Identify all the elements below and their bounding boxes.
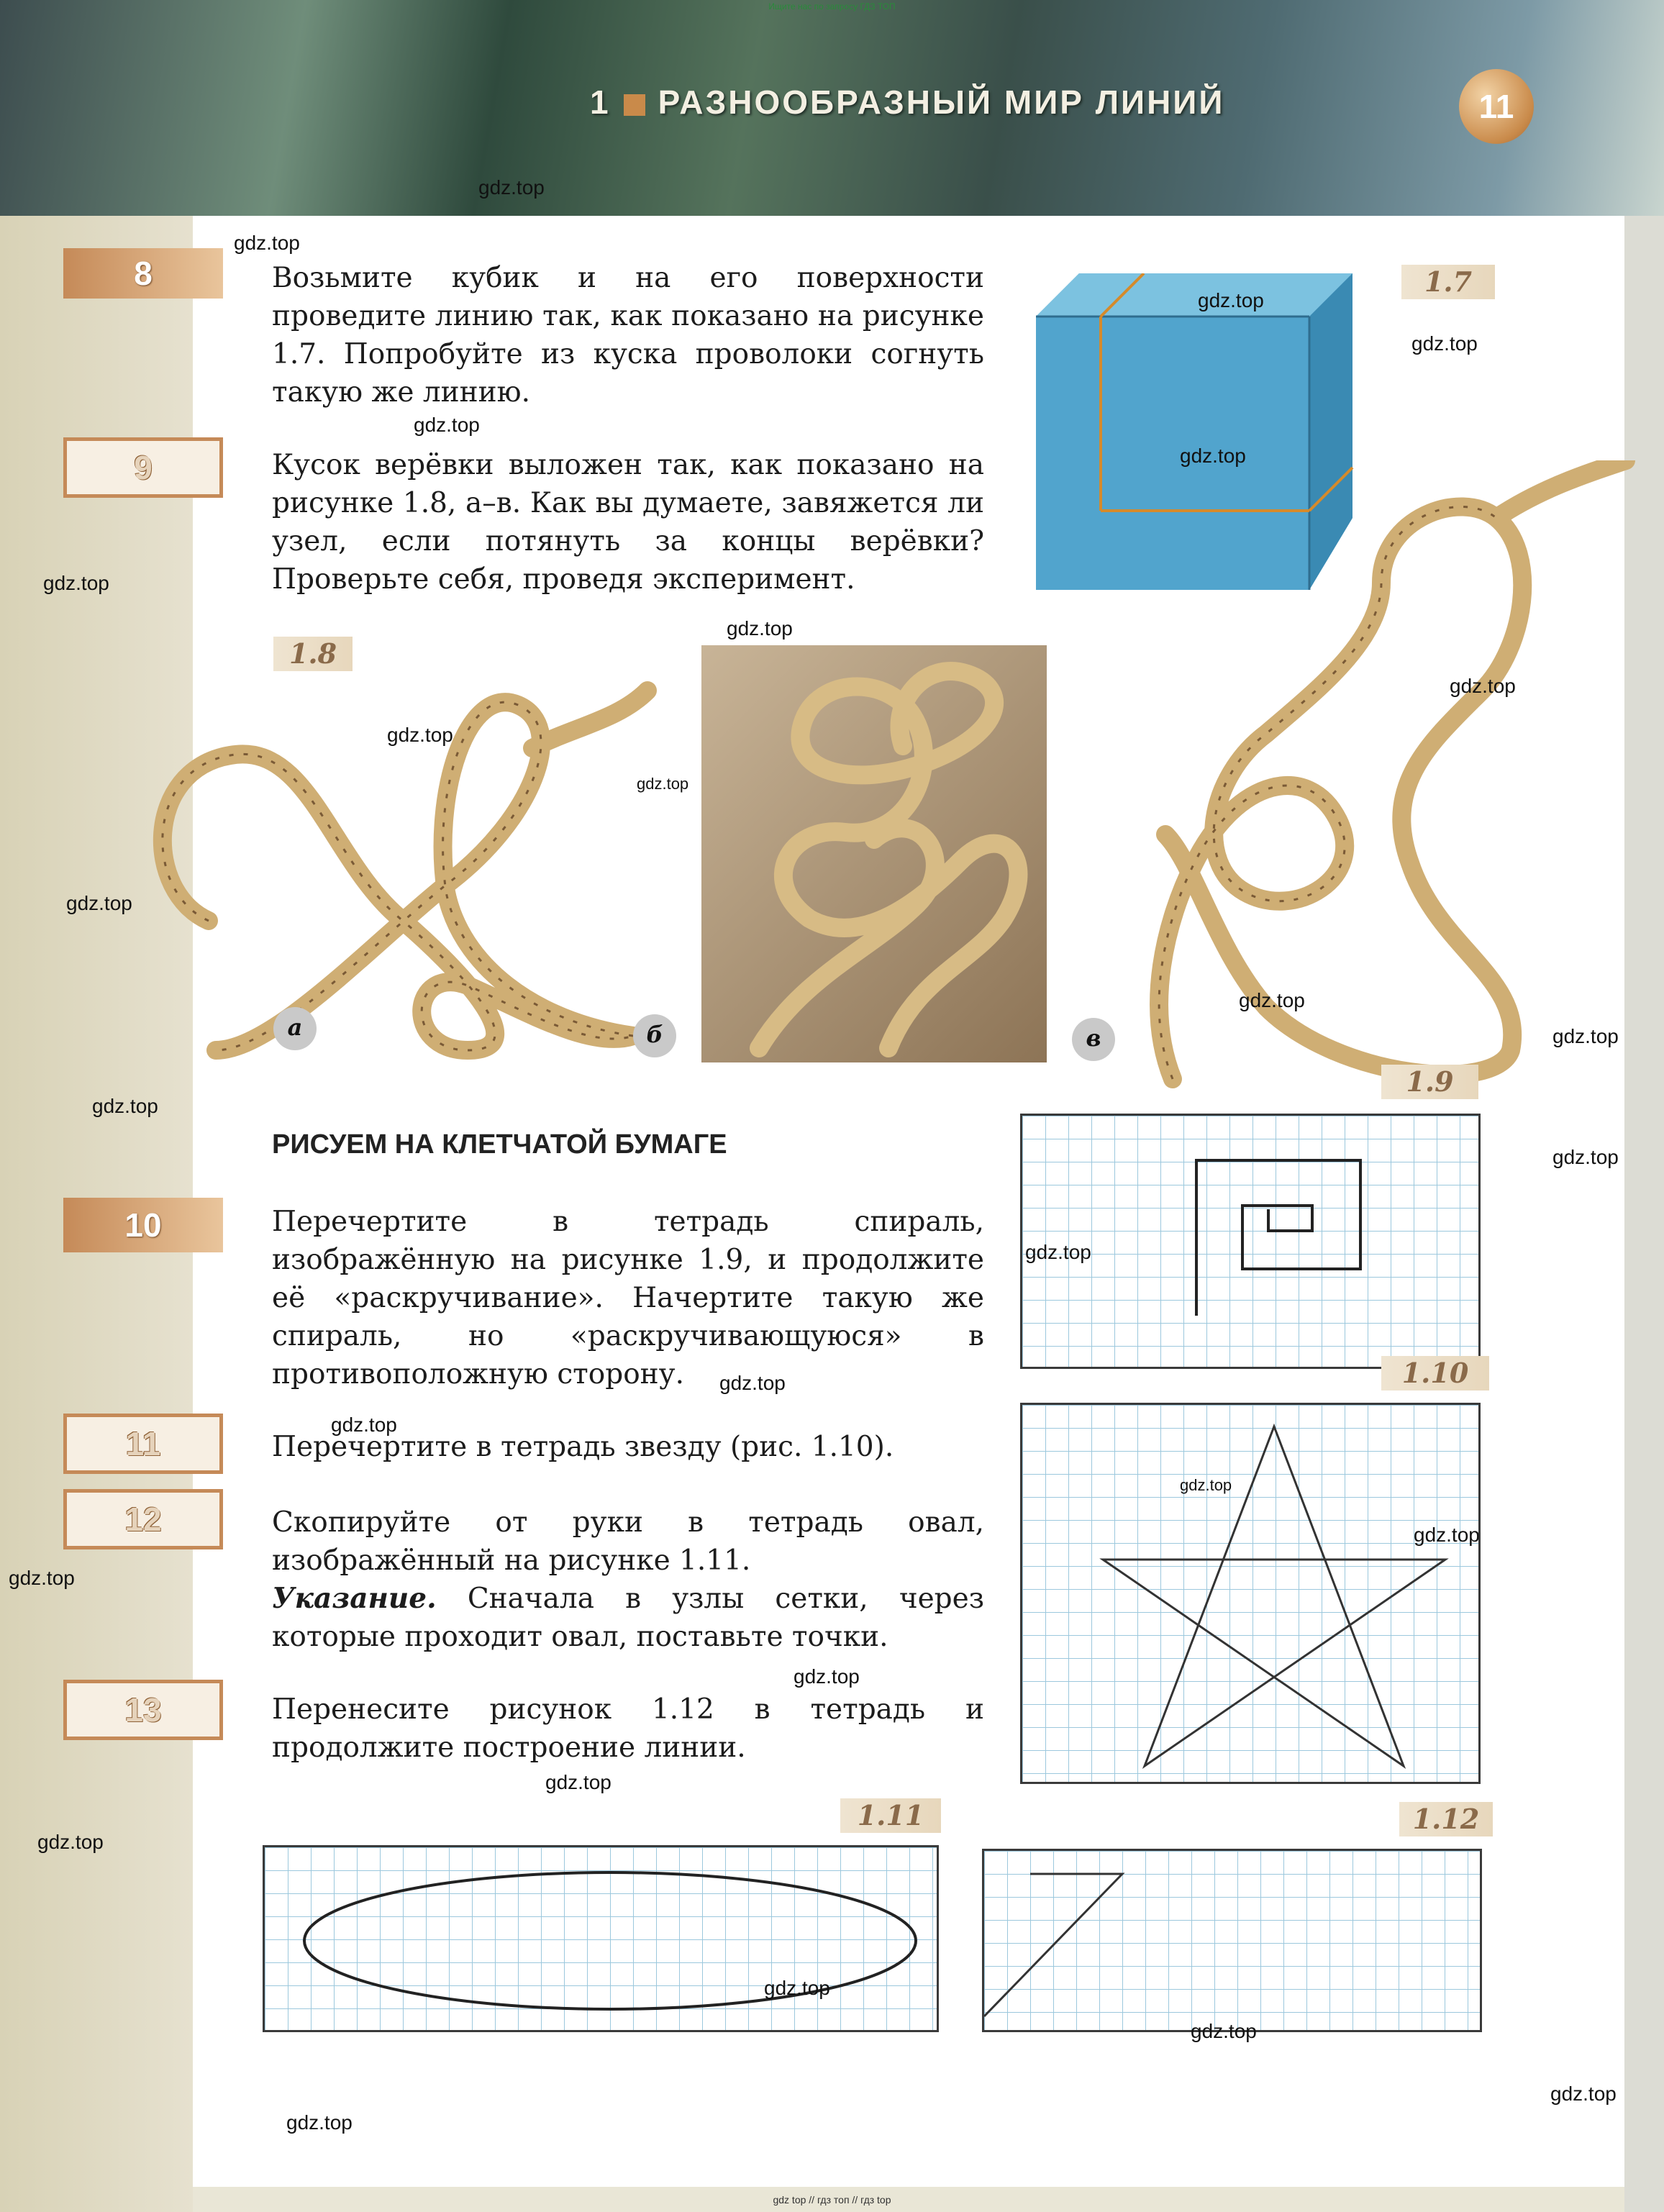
task-11-text: Перечертите в тетрадь звезду (рис. 1.10). — [272, 1431, 894, 1463]
task-10-text: Перечертите в тетрадь спираль, изображённую на рисунке 1.9, и продолжите её «раскручивание». Начертите такую же спираль, но «раскручивающуюся» в противоположную сторону. — [272, 1206, 984, 1391]
watermark: gdz.top — [1191, 2020, 1257, 2042]
watermark: gdz.top — [478, 176, 545, 199]
figure-1-8v-rope — [1079, 460, 1640, 1093]
chapter-title-text: РАЗНООБРАЗНЫЙ МИР ЛИНИЙ — [658, 83, 1225, 121]
watermark: gdz.top — [234, 232, 300, 254]
watermark: gdz.top — [545, 1771, 612, 1793]
figure-1-8v-letter: в — [1072, 1018, 1115, 1061]
task-9-text: Кусок верёвки выложен так, как показано на рисунке 1.8, а–в. Как вы думаете, завяжется ли узел, если потянуть за концы верёвки? Проверьте себя, проведя эксперимент. — [272, 449, 984, 596]
watermark: gdz.top — [1414, 1524, 1480, 1546]
watermark: gdz.top — [1450, 675, 1516, 697]
watermark: gdz.top — [1239, 989, 1305, 1011]
section-title: РИСУЕМ НА КЛЕТЧАТОЙ БУМАГЕ — [272, 1129, 727, 1160]
chapter-title — [590, 83, 1224, 122]
watermark: gdz.top — [727, 617, 793, 640]
task-13-text: Перенесите рисунок 1.12 в тетрадь и продолжите построение линии. — [272, 1693, 984, 1764]
watermark: gdz.top — [719, 1372, 786, 1394]
watermark: gdz.top — [286, 2111, 353, 2134]
figure-1-8b-letter: б — [633, 1014, 676, 1057]
page-number: 11 — [1459, 69, 1534, 144]
task-number-11: 11 — [63, 1414, 223, 1474]
figure-1-8b-photo — [701, 645, 1047, 1062]
figure-1-7-label: 1.7 — [1424, 265, 1473, 298]
task-number-8: 8 — [63, 248, 223, 299]
figure-1-10-label: 1.10 — [1401, 1357, 1469, 1389]
watermark: gdz.top — [43, 572, 109, 594]
figure-1-12-label: 1.12 — [1412, 1803, 1480, 1835]
figure-1-12-grid — [982, 1849, 1482, 2032]
task-12-text: Скопируйте от руки в тетрадь овал, изображённый на рисунке 1.11. — [272, 1506, 984, 1577]
watermark: gdz.top — [1550, 2083, 1617, 2105]
watermark: gdz.top — [1198, 289, 1264, 311]
task-number-12: 12 — [63, 1489, 223, 1549]
watermark: gdz.top — [637, 775, 689, 793]
watermark: gdz.top — [794, 1665, 860, 1688]
figure-1-11-label: 1.11 — [857, 1799, 924, 1831]
figure-1-11-grid — [263, 1845, 939, 2032]
figure-1-8a-rope — [129, 647, 691, 1079]
task-12-hint — [272, 1580, 984, 1656]
watermark: gdz.top — [1411, 332, 1478, 355]
chapter-square-icon — [624, 94, 645, 116]
task-number-10: 10 — [63, 1198, 223, 1252]
figure-1-8a-letter: а — [273, 1007, 317, 1050]
figure-1-8-label: 1.8 — [288, 637, 337, 670]
top-note: Ищите нас по запросу ГДЗ ТОП — [768, 1, 896, 12]
task-number-13: 13 — [63, 1680, 223, 1740]
watermark: gdz.top — [331, 1414, 397, 1436]
watermark: gdz.top — [387, 724, 453, 746]
task-12-hint-text: Сначала в узлы сетки, через которые проходит овал, поставьте точки. — [272, 1583, 984, 1653]
task-12-hint-label: Указание. — [272, 1582, 437, 1615]
watermark: gdz.top — [9, 1567, 75, 1589]
watermark: gdz.top — [66, 892, 132, 914]
watermark: gdz.top — [1180, 1476, 1232, 1494]
watermark: gdz.top — [1180, 445, 1246, 467]
watermark: gdz.top — [1552, 1146, 1619, 1168]
task-number-9: 9 — [63, 437, 223, 498]
task-8-text: Возьмите кубик и на его поверхности проведите линию так, как показано на рисунке 1.7. Попробуйте из куска проволоки согнуть такую же линию. — [272, 262, 984, 409]
watermark: gdz.top — [1552, 1025, 1619, 1047]
watermark: gdz.top — [414, 414, 480, 436]
chapter-number: 1 — [590, 83, 611, 121]
figure-1-10-grid — [1020, 1403, 1481, 1784]
watermark: gdz.top — [764, 1977, 830, 1999]
bottom-note: gdz top // гдз топ // гдз top — [773, 2194, 891, 2206]
watermark: gdz.top — [1025, 1241, 1091, 1263]
watermark: gdz.top — [37, 1831, 104, 1853]
figure-1-9-label: 1.9 — [1406, 1065, 1454, 1098]
watermark: gdz.top — [92, 1095, 158, 1117]
